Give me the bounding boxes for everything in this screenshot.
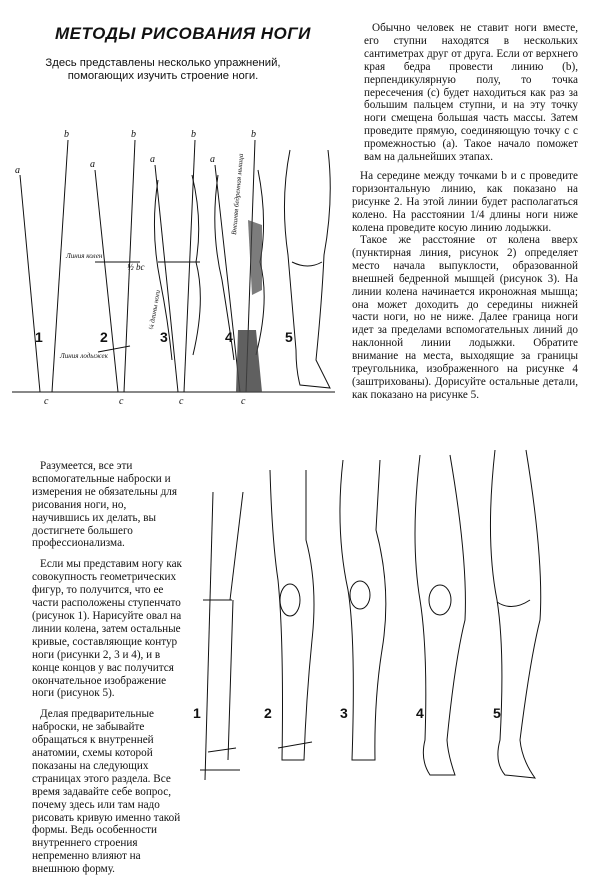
fig2-point-a: a xyxy=(90,159,95,170)
knee-line-label: Линия колен xyxy=(66,252,103,260)
fig5-leg-outline xyxy=(284,150,330,388)
quarter-length-label: ¼ длины ноги xyxy=(147,289,162,331)
paragraph-knee-line: На середине между точками b и c проведите горизонтальную линию, как показано на рисунке 2. На этой линии будет располагаться колено. На расстоянии 1/4 длины ноги ниже колена проведите косую линию лодыжки. xyxy=(352,170,578,234)
fig1-point-b: b xyxy=(64,129,69,140)
fig1-number: 1 xyxy=(35,329,43,345)
fig5-number: 5 xyxy=(285,329,293,345)
fig2-point-c: c xyxy=(119,396,124,407)
leg4-number: 4 xyxy=(416,705,424,721)
fig1-point-a: a xyxy=(15,165,20,176)
intro-text: Здесь представлены несколько упражнений, помогающих изучить строение ноги. xyxy=(45,57,281,82)
paragraph-muscle-contours: Такое же расстояние от колена вверх (пунктирная линия, рисунок 2) определяет место начала выпуклости, образованной внешней бедренной мышцей (рисунок 3). На линии колена начинается икроножная мышца; она может доходить до середины нижней части ноги, но не ниже. Далее граница ноги идет за пределами вспомогательных линий до наклонной линии лодыжки. Обратите внимание на места, выходящие за границы треугольника, изображенного на рисунке 4 (заштрихованы). Дорисуйте остальные детали, как показано на рисунке 5. xyxy=(352,234,578,401)
fig4-point-b: b xyxy=(251,129,256,140)
outer-muscle-label: Внешняя бедренная мышца xyxy=(230,153,246,236)
fig4-point-a: a xyxy=(210,154,215,165)
fig3-point-b: b xyxy=(191,129,196,140)
fig3-number: 3 xyxy=(160,329,168,345)
leg5-number: 5 xyxy=(493,705,501,721)
fig5-knee-curve xyxy=(292,262,322,266)
leg1-number: 1 xyxy=(193,705,201,721)
fig2-number: 2 xyxy=(100,329,108,345)
fig2-point-b: b xyxy=(131,129,136,140)
ankle-line-label: Линия лодыжек xyxy=(60,352,108,360)
half-bc-label: ½ bc xyxy=(127,262,145,272)
fig4-number: 4 xyxy=(225,329,233,345)
fig3-point-a: a xyxy=(150,154,155,165)
paragraph-anatomy-note: Делая предварительные наброски, не забывайте обращаться к внутренней анатомии, схемы которой показаны на следующих страницах этого раздела. Все время задавайте себе вопрос, почему здесь или там надо рисовать кривую именно такой формы. Ведь особенности внутреннего строения непременно влияют на внешнюю форму. xyxy=(32,708,181,876)
leg2-number: 2 xyxy=(264,705,272,721)
page-title: МЕТОДЫ РИСОВАНИЯ НОГИ xyxy=(55,24,311,43)
fig3-line-a xyxy=(155,165,178,392)
fig1-line-a xyxy=(20,175,40,392)
paragraph-feet-position: Обычно человек не ставит ноги вместе, его ступни находятся в нескольких сантиметрах друг от друга. Если от верхнего края бедра провести линию (b), перпендикулярную полу, то точка пересечения (c) будет находиться как раз за большим пальцем ступни, и на эту точку ноги смещена большая часть массы. Затем проведите прямую, соединяющую точку c с промежностью (a). Такое начало поможет вам на дальнейших этапах. xyxy=(364,22,578,164)
paragraph-sketches-note: Разумеется, все эти вспомогательные наброски и измерения не обязательны для рисования ноги, но, научившись их делать, вы достигнете большего профессионализма. xyxy=(32,460,178,550)
paragraph-geometric-figures: Если мы представим ногу как совокупность геометрических фигур, то получится, что ее части расположены ступенчато (рисунок 1). Нарисуйте овал на линии колена, затем остальные кривые, составляющие контур ноги (рисунки 2, 3 и 4), и в конце концов у вас получится окончательное изображение ноги (рисунок 5). xyxy=(32,558,182,700)
fig3-point-c: c xyxy=(179,396,184,407)
fig1-point-c: c xyxy=(44,396,49,407)
fig4-point-c: c xyxy=(241,396,246,407)
leg3-number: 3 xyxy=(340,705,348,721)
fig3-contour-right xyxy=(192,175,200,355)
